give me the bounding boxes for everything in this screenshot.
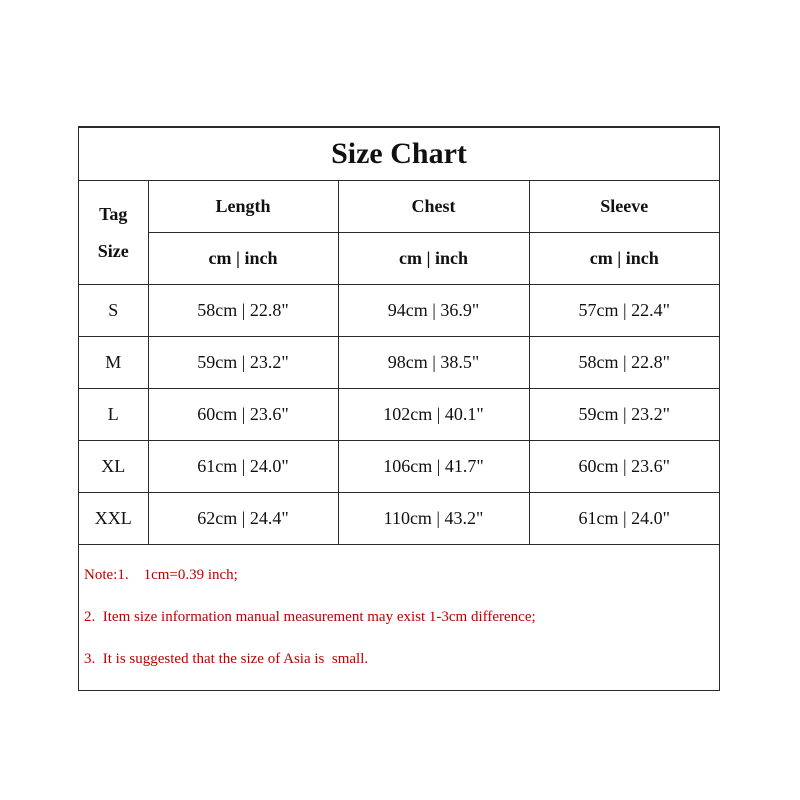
length-cell: 61cm | 24.0": [148, 441, 338, 493]
chest-cell: 94cm | 36.9": [338, 285, 529, 337]
sleeve-cell: 57cm | 22.4": [529, 285, 719, 337]
sleeve-unit: cm | inch: [529, 233, 719, 285]
size-label: Size: [97, 240, 129, 261]
length-cell: 59cm | 23.2": [148, 337, 338, 389]
table-row: [79, 337, 719, 389]
note-measurement: 2. Item size information manual measurement may exist 1-3cm difference;: [84, 609, 536, 625]
size-cell: L: [79, 389, 148, 441]
chest-header: Chest: [338, 181, 529, 233]
sleeve-cell: 59cm | 23.2": [529, 389, 719, 441]
length-cell: 62cm | 24.4": [148, 493, 338, 545]
chest-cell: 98cm | 38.5": [338, 337, 529, 389]
table-row: [79, 389, 719, 441]
table-row: [79, 441, 719, 493]
length-cell: 60cm | 23.6": [148, 389, 338, 441]
note-conversion: Note:1. 1cm=0.39 inch;: [84, 567, 238, 583]
size-cell: M: [79, 337, 148, 389]
unit-header-row: [79, 233, 719, 285]
size-cell: XL: [79, 441, 148, 493]
sleeve-cell: 60cm | 23.6": [529, 441, 719, 493]
tag-size-header: [79, 181, 148, 285]
size-cell: S: [79, 285, 148, 337]
chest-unit: cm | inch: [338, 233, 529, 285]
note-asia-size: 3. It is suggested that the size of Asia is small.: [84, 651, 369, 667]
table-row: [79, 285, 719, 337]
table-row: [79, 493, 719, 545]
chest-cell: 110cm | 43.2": [338, 493, 529, 545]
chest-cell: 106cm | 41.7": [338, 441, 529, 493]
length-unit: cm | inch: [148, 233, 338, 285]
title-row: [79, 128, 719, 181]
chart-title: Size Chart: [79, 128, 719, 181]
size-cell: XXL: [79, 493, 148, 545]
size-chart-table: [79, 127, 719, 545]
size-chart-frame: [78, 126, 720, 691]
sleeve-cell: 58cm | 22.8": [529, 337, 719, 389]
length-header: Length: [148, 181, 338, 233]
length-cell: 58cm | 22.8": [148, 285, 338, 337]
sleeve-header: Sleeve: [529, 181, 719, 233]
sleeve-cell: 61cm | 24.0": [529, 493, 719, 545]
chest-cell: 102cm | 40.1": [338, 389, 529, 441]
tag-label: Tag: [99, 203, 128, 224]
column-header-row: [79, 181, 719, 233]
